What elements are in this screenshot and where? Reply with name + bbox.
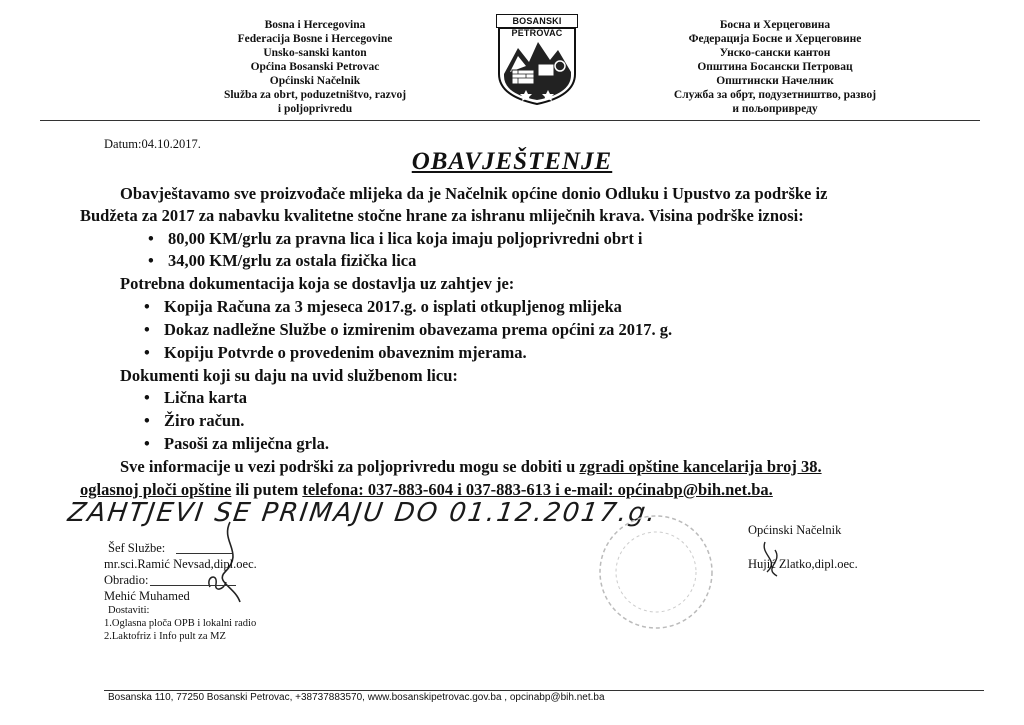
header-left-line: Općina Bosanski Petrovac bbox=[250, 61, 380, 73]
delivered-item: 1.Oglasna ploča OPB i lokalni radio bbox=[104, 618, 257, 629]
mayor-title: Općinski Načelnik bbox=[748, 523, 842, 537]
header-right-line: и пољопривреду bbox=[732, 103, 818, 115]
chief-label: Šef Službe: bbox=[108, 541, 166, 555]
prepared-label: Obradio: bbox=[104, 573, 149, 587]
header-left-line: Unsko-sanski kanton bbox=[263, 47, 367, 59]
info-line-2 bbox=[80, 480, 773, 500]
notice-board: oglasnoj ploči opštine bbox=[80, 480, 232, 499]
crest-label: BOSANSKI PETROVAC bbox=[496, 14, 578, 28]
header-left-line: Federacija Bosne i Hercegovine bbox=[237, 33, 393, 45]
header-left-line: i poljoprivredu bbox=[277, 103, 353, 115]
delivered-label: Dostaviti: bbox=[108, 605, 150, 616]
mayor-name: Hujić Zlatko,dipl.oec. bbox=[748, 557, 858, 571]
header-left bbox=[200, 18, 430, 116]
docs-item: • Kopija Računa za 3 mjeseca 2017.g. o isplati otkupljenog mlijeka bbox=[164, 297, 622, 317]
inspect-heading: Dokumenti koji su daju na uvid službenom licu: bbox=[120, 366, 458, 385]
docs-heading: Potrebna dokumentacija koja se dostavlja uz zahtjev je: bbox=[120, 274, 515, 293]
inspect-item: • Pasoši za mliječna grla. bbox=[164, 434, 329, 454]
support-item: • 34,00 KM/grlu za ostala fizička lica bbox=[168, 251, 416, 271]
intro-line: Obavještavamo sve proizvođače mlijeka da je Načelnik općine donio Odluku i Upustvo za podrške iz bbox=[120, 184, 828, 203]
document-title: OBAVJEŠTENJE bbox=[411, 148, 613, 175]
header-right-line: Општина Босански Петровац bbox=[697, 61, 853, 73]
header-right-line: Служба за обрт, подузетништво, развој bbox=[673, 89, 877, 101]
official-stamp-icon bbox=[596, 512, 716, 632]
document-date: Datum:04.10.2017. bbox=[104, 137, 201, 151]
signature-line bbox=[150, 585, 236, 586]
contact-details: telefona: 037-883-604 i 037-883-613 i e-mail: općinabp@bih.net.ba. bbox=[302, 480, 773, 499]
office-address: zgradi opštine kancelarija broj 38. bbox=[579, 457, 822, 476]
footer-divider bbox=[104, 690, 984, 691]
chief-name: mr.sci.Ramić Nevsad,dipl.oec. bbox=[104, 557, 257, 571]
inspect-item: • Lična karta bbox=[164, 388, 247, 408]
header-left-line: Služba za obrt, poduzetništvo, razvoj bbox=[223, 89, 407, 101]
handwritten-deadline: ZAHTJEVI SE PRIMAJU DO 01.12.2017.g. bbox=[65, 498, 660, 528]
intro-line: Budžeta za 2017 za nabavku kvalitetne stočne hrane za ishranu mliječnih krava. Visina podrške iznosi: bbox=[80, 206, 804, 225]
header-divider bbox=[40, 120, 980, 121]
prepared-name: Mehić Muhamed bbox=[104, 589, 190, 603]
header-right-line: Општински Начелник bbox=[716, 75, 834, 87]
header-left-line: Bosna i Hercegovina bbox=[264, 19, 366, 31]
header-right bbox=[650, 18, 900, 116]
signature-line bbox=[176, 553, 232, 554]
info-text: Sve informacije u vezi podrški za poljoprivredu mogu se dobiti u bbox=[120, 457, 580, 476]
info-text: ili putem bbox=[231, 480, 303, 499]
header-right-line: Унско-сански кантон bbox=[719, 47, 831, 59]
footer-contact: Bosanska 110, 77250 Bosanski Petrovac, +38737883570, www.bosanskipetrovac.gov.ba , opcinabp@bih.net.ba bbox=[108, 692, 605, 703]
docs-item: • Kopiju Potvrde o provedenim obaveznim mjerama. bbox=[164, 343, 527, 363]
info-line-1 bbox=[120, 457, 822, 477]
support-item: • 80,00 KM/grlu za pravna lica i lica koja imaju poljoprivredni obrt i bbox=[168, 229, 643, 249]
header-left-line: Općinski Načelnik bbox=[269, 75, 361, 87]
header-right-line: Босна и Херцеговина bbox=[719, 19, 831, 31]
inspect-item: • Žiro račun. bbox=[164, 411, 244, 431]
delivered-item: 2.Laktofriz i Info pult za MZ bbox=[104, 631, 226, 642]
docs-item: • Dokaz nadležne Službe o izmirenim obavezama prema općini za 2017. g. bbox=[164, 320, 672, 340]
header-right-line: Федерација Босне и Херцеговине bbox=[688, 33, 862, 45]
